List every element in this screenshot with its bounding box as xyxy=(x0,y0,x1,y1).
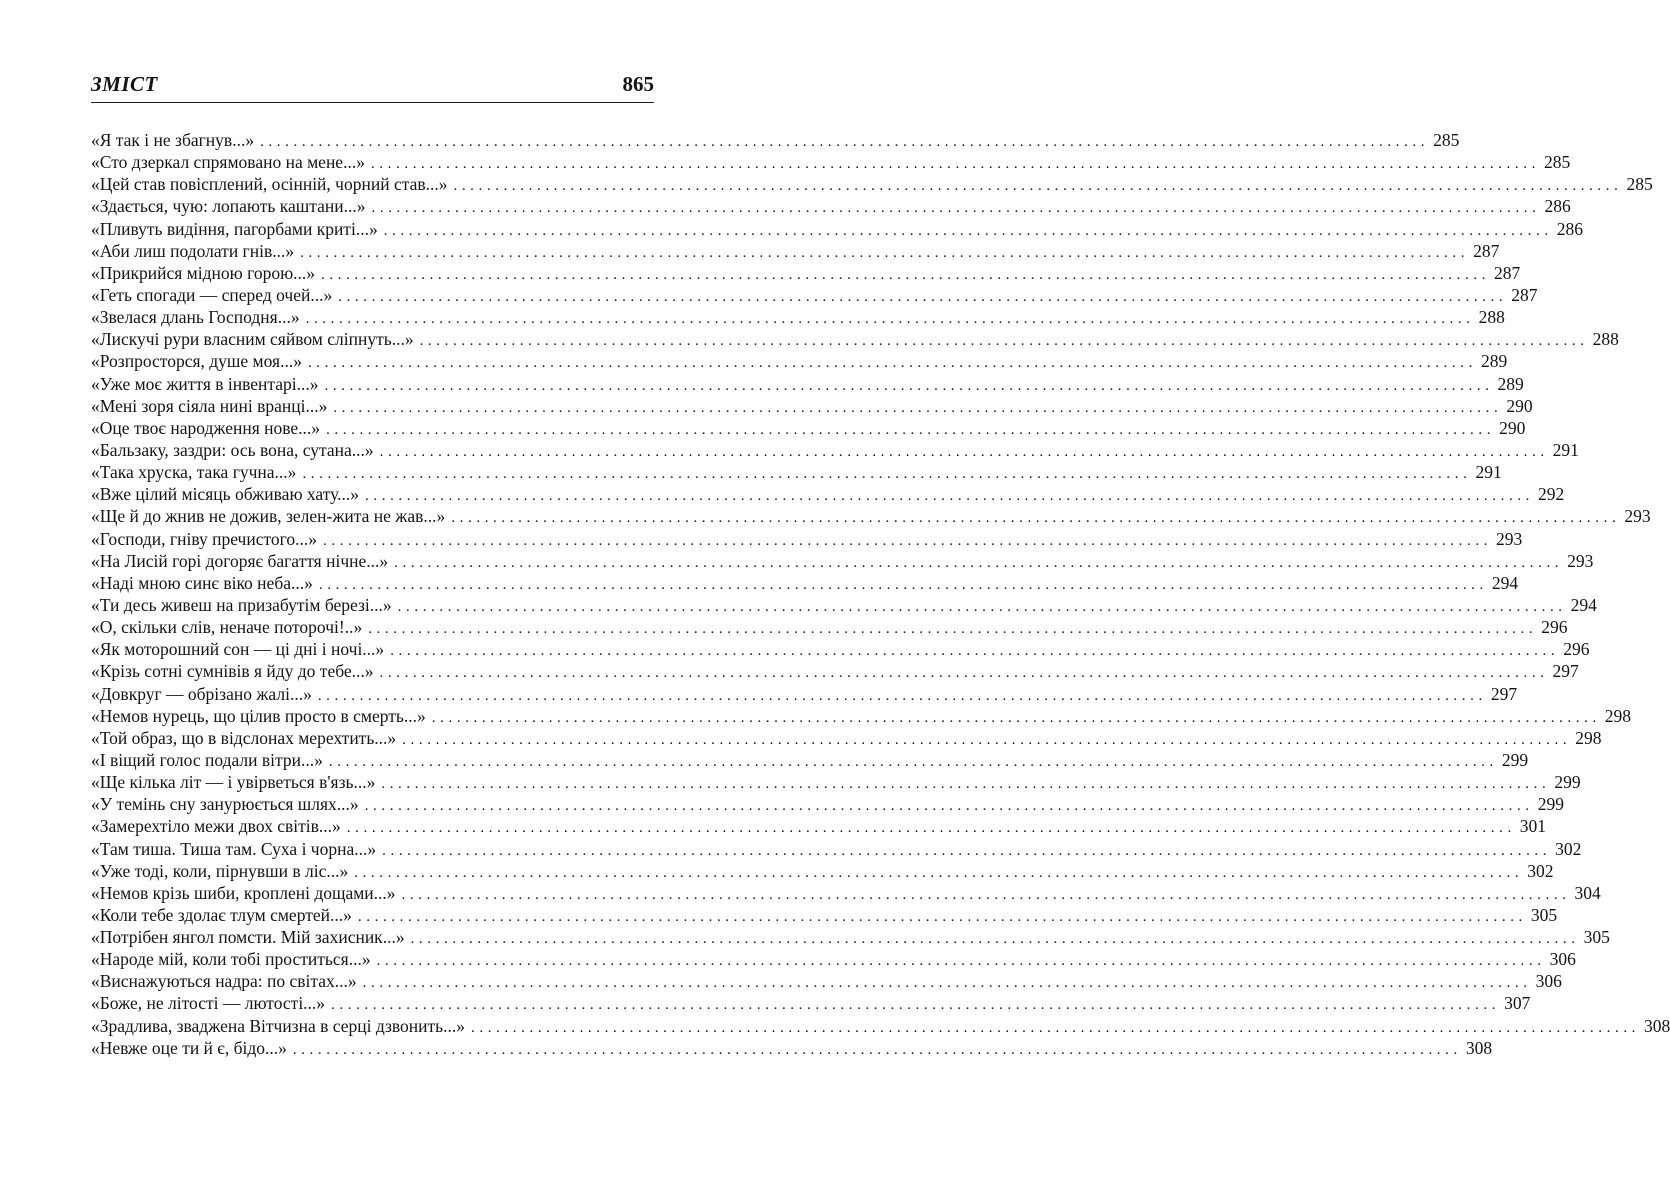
toc-entry xyxy=(91,926,1610,948)
dot-leader: ............................................................................................................................................ xyxy=(346,820,1516,837)
dot-leader: ............................................................................................................................................ xyxy=(321,266,1491,283)
toc-entry-page: 289 xyxy=(1480,351,1508,372)
dot-leader: ............................................................................................................................................ xyxy=(331,997,1501,1014)
toc-entry xyxy=(91,970,1562,992)
dot-leader: ............................................................................................................................................ xyxy=(451,510,1621,527)
toc-entry-title: «Потрібен янгол помсти. Мій захисник...» xyxy=(91,927,405,948)
toc-entry-page: 290 xyxy=(1499,417,1526,438)
toc-entry-page: 305 xyxy=(1530,904,1558,925)
dot-leader: ............................................................................................................................................ xyxy=(379,443,1549,460)
toc-entry-title: «Звелася длань Господня...» xyxy=(91,307,300,328)
toc-entry xyxy=(91,373,1524,395)
toc-entry xyxy=(91,749,1529,771)
toc-entry xyxy=(91,306,1505,328)
dot-leader: ............................................................................................................................................ xyxy=(323,532,1493,549)
toc-entry xyxy=(91,328,1619,350)
toc-entry-page: 287 xyxy=(1494,262,1521,283)
dot-leader: ............................................................................................................................................ xyxy=(381,776,1551,793)
toc-entry-page: 302 xyxy=(1527,860,1554,881)
toc-entry-page: 285 xyxy=(1626,174,1653,195)
toc-entry-title: «Крізь сотні сумнівів я йду до тебе...» xyxy=(91,661,374,682)
toc-entry-title: «Немов нурець, що цілив просто в смерть...» xyxy=(91,705,426,726)
toc-entry-page: 287 xyxy=(1473,240,1500,261)
toc-entry-title: «Господи, гніву пречистого...» xyxy=(91,528,318,549)
dot-leader: ............................................................................................................................................ xyxy=(333,399,1503,416)
toc-entry-title: «Наді мною синє віко неба...» xyxy=(91,572,313,593)
toc-entry xyxy=(91,660,1579,682)
toc-entry-page: 293 xyxy=(1496,528,1523,549)
toc-entry xyxy=(91,218,1583,240)
dot-leader: ............................................................................................................................................ xyxy=(357,908,1527,925)
toc-entry-page: 306 xyxy=(1549,949,1576,970)
toc-entry-title: «Лискучі рури власним сяйвом сліпнуть...» xyxy=(91,329,414,350)
toc-entry xyxy=(91,439,1579,461)
toc-entry xyxy=(91,262,1521,284)
dot-leader: ............................................................................................................................................ xyxy=(305,311,1475,328)
toc-entry-title: «Така хруска, така гучна...» xyxy=(91,462,297,483)
toc-entry-title: «У темінь сну занурюється шлях...» xyxy=(91,794,359,815)
dot-leader: ............................................................................................................................................ xyxy=(364,798,1534,815)
toc-entry-title: «Невже оце ти й є, бідо...» xyxy=(91,1037,287,1058)
toc-entry-title: «Як моторошний сон — ці дні і ночі...» xyxy=(91,639,385,660)
toc-entry-title: «Там тиша. Тиша там. Суха і чорна...» xyxy=(91,838,377,859)
toc-entry-page: 308 xyxy=(1465,1037,1493,1058)
dot-leader: ............................................................................................................................................ xyxy=(402,731,1572,748)
toc-entry-page: 289 xyxy=(1497,373,1524,394)
toc-entry-page: 297 xyxy=(1552,661,1579,682)
toc-entry-title: «Здається, чую: лопають каштани...» xyxy=(91,196,366,217)
toc-entry-title: «Коли тебе здолає тлум смертей...» xyxy=(91,904,352,925)
toc-entry-page: 290 xyxy=(1506,395,1533,416)
toc-entry-title: «Оце твоє народження нове...» xyxy=(91,417,321,438)
toc-entry-title: «Зрадлива, зваджена Вітчизна в серці дзвонить...» xyxy=(91,1015,466,1036)
toc-entry-page: 286 xyxy=(1556,218,1583,239)
toc-entry-page: 288 xyxy=(1478,307,1505,328)
toc-entry-title: «Уже тоді, коли, пірнувши в ліс...» xyxy=(91,860,349,881)
dot-leader: ............................................................................................................................................ xyxy=(302,466,1472,483)
toc-entry xyxy=(91,483,1565,505)
dot-leader: ............................................................................................................................................ xyxy=(326,421,1496,438)
toc-entry-page: 287 xyxy=(1511,284,1538,305)
toc-entry-title: «Аби лиш подолати гнів...» xyxy=(91,240,295,261)
dot-leader: ............................................................................................................................................ xyxy=(382,842,1552,859)
toc-entry-page: 292 xyxy=(1538,484,1565,505)
toc-entry-title: «Довкруг — обрізано жалі...» xyxy=(91,683,312,704)
dot-leader: ............................................................................................................................................ xyxy=(371,200,1541,217)
toc-entry xyxy=(91,793,1564,815)
toc-entry-page: 291 xyxy=(1475,462,1502,483)
toc-entry xyxy=(91,1015,1670,1037)
toc-entry xyxy=(91,572,1519,594)
toc-entry xyxy=(91,350,1508,372)
dot-leader: ............................................................................................................................................ xyxy=(419,333,1589,350)
toc-entry-title: «На Лисій горі догоряє багаття нічне...» xyxy=(91,550,389,571)
toc-entry xyxy=(91,395,1533,417)
table-of-contents xyxy=(91,129,1670,1059)
toc-entry xyxy=(91,528,1523,550)
toc-entry-page: 293 xyxy=(1624,506,1651,527)
toc-entry xyxy=(91,129,1460,151)
toc-entry-title: «Прикрийся мідною горою...» xyxy=(91,262,316,283)
toc-entry xyxy=(91,771,1581,793)
toc-entry xyxy=(91,815,1547,837)
toc-entry-page: 299 xyxy=(1501,749,1529,770)
dot-leader: ............................................................................................................................................ xyxy=(370,156,1540,173)
toc-entry-title: «Я так і не збагнув...» xyxy=(91,130,255,150)
dot-leader: ............................................................................................................................................ xyxy=(410,931,1580,948)
dot-leader: ............................................................................................................................................ xyxy=(383,222,1553,239)
toc-entry-page: 294 xyxy=(1491,572,1519,593)
toc-entry-page: 299 xyxy=(1554,772,1581,793)
dot-leader: ............................................................................................................................................ xyxy=(260,134,1430,150)
toc-entry-title: «Геть спогади — сперед очей...» xyxy=(91,284,333,305)
dot-leader: ............................................................................................................................................ xyxy=(338,288,1508,305)
dot-leader: ............................................................................................................................................ xyxy=(397,598,1567,615)
dot-leader: ............................................................................................................................................ xyxy=(401,886,1571,903)
toc-entry xyxy=(91,882,1601,904)
dot-leader: ............................................................................................................................................ xyxy=(453,178,1623,195)
toc-entry xyxy=(91,240,1500,262)
dot-leader: ............................................................................................................................................ xyxy=(376,953,1546,970)
toc-entry xyxy=(91,904,1558,926)
toc-entry-title: «Пливуть видіння, пагорбами криті...» xyxy=(91,218,378,239)
toc-entry xyxy=(91,594,1597,616)
dot-leader: ............................................................................................................................................ xyxy=(318,576,1488,593)
toc-entry xyxy=(91,173,1653,195)
toc-entry xyxy=(91,195,1571,217)
toc-entry-title: «Народе мій, коли тобі проститься...» xyxy=(91,949,371,970)
toc-entry-page: 298 xyxy=(1604,705,1632,726)
toc-entry xyxy=(91,683,1518,705)
toc-entry-title: «О, скільки слів, неначе поторочі!..» xyxy=(91,617,363,638)
dot-leader: ............................................................................................................................................ xyxy=(307,355,1477,372)
dot-leader: ............................................................................................................................................ xyxy=(362,975,1532,992)
toc-entry-page: 298 xyxy=(1575,727,1602,748)
toc-entry xyxy=(91,417,1526,439)
toc-entry-page: 308 xyxy=(1644,1015,1670,1036)
toc-entry-title: «Ти десь живеш на призабутім березі...» xyxy=(91,594,392,615)
toc-entry xyxy=(91,461,1502,483)
dot-leader: ............................................................................................................................................ xyxy=(390,643,1560,660)
toc-entry-title: «Немов крізь шиби, кроплені дощами...» xyxy=(91,882,396,903)
toc-entry xyxy=(91,151,1571,173)
toc-entry-page: 307 xyxy=(1504,993,1531,1014)
toc-entry-title: «Бальзаку, заздри: ось вона, сутана...» xyxy=(91,439,374,460)
toc-entry-page: 296 xyxy=(1563,639,1590,660)
page-number: 865 xyxy=(622,72,654,96)
toc-entry-page: 299 xyxy=(1537,794,1564,815)
toc-entry-page: 293 xyxy=(1567,550,1594,571)
toc-entry xyxy=(91,638,1590,660)
toc-entry xyxy=(91,727,1602,749)
toc-entry-page: 305 xyxy=(1583,927,1610,948)
toc-entry-page: 302 xyxy=(1555,838,1582,859)
toc-entry-page: 301 xyxy=(1519,816,1547,837)
toc-entry-title: «Сто дзеркал спрямовано на мене...» xyxy=(91,152,365,173)
toc-entry-page: 291 xyxy=(1552,439,1579,460)
toc-entry-title: «Мені зоря сіяла нині вранці...» xyxy=(91,395,328,416)
toc-entry-title: «Той образ, що в відслонах мерехтить...» xyxy=(91,727,397,748)
toc-entry xyxy=(91,1037,1493,1059)
dot-leader: ............................................................................................................................................ xyxy=(324,377,1494,394)
toc-entry-title: «Замерехтіло межи двох світів...» xyxy=(91,816,341,837)
toc-entry-page: 288 xyxy=(1592,329,1619,350)
toc-entry-title: «Виснажуються надра: по світах...» xyxy=(91,971,357,992)
dot-leader: ............................................................................................................................................ xyxy=(394,554,1564,571)
toc-entry-title: «Ще й до жнив не дожив, зелен-жита не жав...» xyxy=(91,506,446,527)
toc-entry-page: 294 xyxy=(1570,594,1597,615)
dot-leader: ............................................................................................................................................ xyxy=(379,665,1549,682)
toc-entry-page: 297 xyxy=(1490,683,1518,704)
toc-entry xyxy=(91,616,1568,638)
toc-entry xyxy=(91,838,1582,860)
dot-leader: ............................................................................................................................................ xyxy=(368,621,1538,638)
dot-leader: ............................................................................................................................................ xyxy=(317,687,1487,704)
toc-entry-page: 285 xyxy=(1433,130,1460,150)
dot-leader: ............................................................................................................................................ xyxy=(300,244,1470,261)
section-title: ЗМІСТ xyxy=(91,72,158,96)
dot-leader: ............................................................................................................................................ xyxy=(365,488,1535,505)
toc-entry-page: 304 xyxy=(1574,882,1601,903)
toc-entry xyxy=(91,550,1594,572)
dot-leader: ............................................................................................................................................ xyxy=(471,1019,1641,1036)
toc-entry-title: «Боже, не літості — лютості...» xyxy=(91,993,326,1014)
dot-leader: ............................................................................................................................................ xyxy=(354,864,1524,881)
toc-entry xyxy=(91,284,1538,306)
toc-entry-page: 285 xyxy=(1543,152,1571,173)
toc-entry-page: 306 xyxy=(1535,971,1562,992)
toc-entry-title: «Розпросторся, душе моя...» xyxy=(91,351,302,372)
toc-entry-page: 296 xyxy=(1541,617,1568,638)
toc-entry-title: «І віщий голос подали вітри...» xyxy=(91,749,323,770)
toc-entry-title: «Ще кілька літ — і увірветься в'язь...» xyxy=(91,772,376,793)
toc-entry-title: «Уже моє життя в інвентарі...» xyxy=(91,373,319,394)
dot-leader: ............................................................................................................................................ xyxy=(431,709,1601,726)
toc-entry xyxy=(91,505,1651,527)
dot-leader: ............................................................................................................................................ xyxy=(292,1041,1462,1058)
toc-entry xyxy=(91,860,1554,882)
toc-entry-page: 286 xyxy=(1544,196,1571,217)
toc-entry xyxy=(91,948,1576,970)
toc-entry xyxy=(91,992,1531,1014)
toc-entry-title: «Цей став повісплений, осінній, чорний став...» xyxy=(91,174,448,195)
dot-leader: ............................................................................................................................................ xyxy=(328,753,1498,770)
toc-entry xyxy=(91,705,1632,727)
toc-entry-title: «Вже цілий місяць обживаю хату...» xyxy=(91,484,360,505)
running-header xyxy=(91,72,654,103)
